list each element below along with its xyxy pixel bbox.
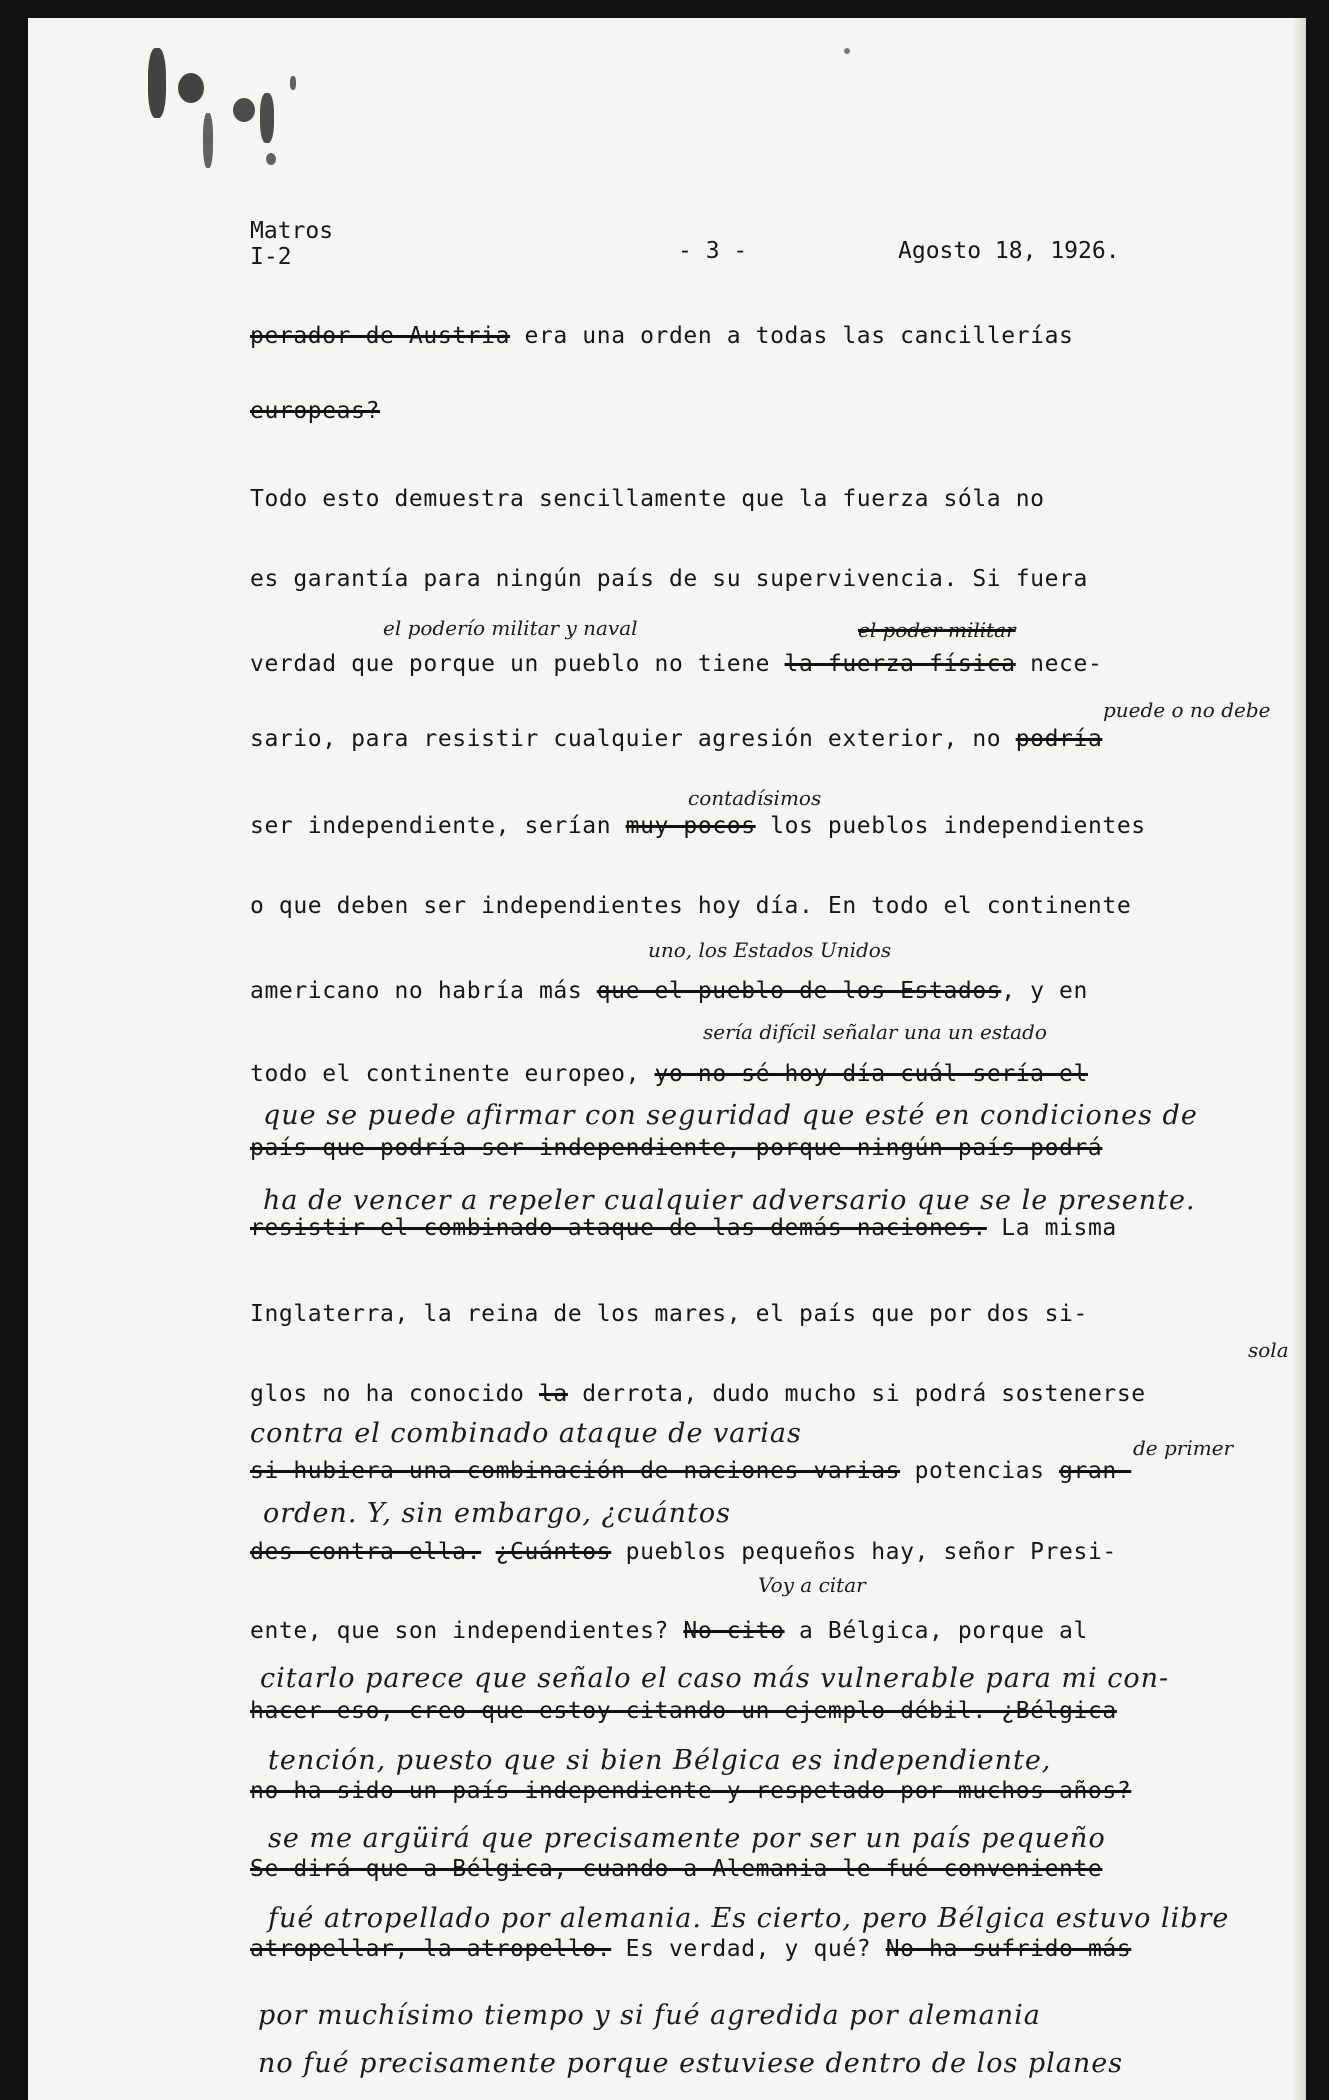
struck-text: la fuerza física (784, 651, 1016, 677)
line-text: que se puede afirmar con seguridad que esté en condiciones de (263, 1100, 1198, 1131)
margin-annotation: Voy a citar (758, 1573, 866, 1597)
line-text: o que deben ser independientes hoy día. En todo el continente (250, 893, 1132, 919)
line-text: era una orden a todas las cancillerías (510, 323, 1074, 349)
line-text: sario, para resistir cualquier agresión exterior, no (250, 726, 1016, 752)
line-text: es garantía para ningún país de su supervivencia. Si fuera (250, 566, 1088, 592)
typed-line (250, 1458, 1131, 1484)
struck-text: no ha sido un país independiente y respetado por muchos años? (250, 1778, 1132, 1804)
typed-line (250, 978, 1088, 1004)
struck-text: muy pocos (625, 813, 756, 839)
handwritten-line (268, 1745, 1051, 1776)
typed-line (250, 486, 1045, 512)
struck-text: No ha sufrido más (885, 1936, 1132, 1962)
line-text: pueblos pequeños hay, señor Presi- (611, 1539, 1117, 1565)
line-text: nece- (1015, 651, 1103, 677)
typed-line (250, 1135, 1102, 1161)
handwritten-line (268, 1823, 1106, 1854)
struck-text: Se dirá que a Bélgica, cuando a Alemania le fué conveniente (250, 1856, 1103, 1882)
line-text: a Bélgica, porque al (784, 1618, 1088, 1644)
typed-line (250, 1698, 1117, 1724)
ink-blot (233, 98, 255, 122)
typed-line (250, 1856, 1102, 1882)
margin-annotation: el poderío militar y naval (383, 616, 638, 640)
ink-blot (260, 93, 274, 143)
typed-line (250, 1381, 1146, 1407)
margin-annotation: sería difícil señalar una un estado (703, 1020, 1047, 1044)
line-text: , y en (1001, 978, 1088, 1004)
header-ref: I-2 (250, 244, 292, 270)
ink-blot (148, 48, 166, 118)
struck-text: yo no sé hoy día cuál sería el (654, 1061, 1088, 1087)
struck-text: europeas? (250, 398, 381, 424)
handwritten-line (260, 1663, 1169, 1694)
struck-text: atropellar, la atropello. (250, 1936, 612, 1962)
struck-text: hacer eso, creo que estoy citando un ejemplo débil. ¿Bélgica (250, 1698, 1117, 1724)
line-text: no fué precisamente porque estuviese dentro de los planes (258, 2048, 1124, 2079)
typed-line (250, 1061, 1088, 1087)
struck-text: ¿Cuántos (495, 1539, 612, 1565)
line-text: orden. Y, sin embargo, ¿cuántos (263, 1498, 731, 1529)
handwritten-line (263, 1498, 731, 1529)
line-text: ser independiente, serían (250, 813, 626, 839)
struck-text: la (538, 1381, 568, 1407)
handwritten-line (258, 2048, 1123, 2079)
ink-blot (266, 153, 276, 165)
page-number: - 3 - (678, 238, 748, 264)
typed-line (250, 726, 1102, 752)
line-text: derrota, dudo mucho si podrá sostenerse (567, 1381, 1146, 1407)
line-text: por muchísimo tiempo y si fué agredida por alemania (258, 2000, 1041, 2031)
line-text: fué atropellado por alemania. Es cierto, pero Bélgica estuvo libre (268, 1903, 1230, 1934)
typed-line (250, 1301, 1088, 1327)
struck-text: gran- (1059, 1458, 1132, 1484)
struck-text: que el pueblo de los Estados (596, 978, 1002, 1004)
line-text: Es verdad, y qué? (611, 1936, 886, 1962)
margin-annotation: contadísimos (688, 786, 822, 810)
struck-text: país que podría ser independiente, porque ningún país podrá (250, 1135, 1103, 1161)
margin-annotation: sola (1248, 1338, 1289, 1362)
typed-line (250, 651, 1102, 677)
typed-line (250, 1539, 1117, 1565)
margin-annotation: el poder militar (858, 618, 1016, 642)
line-text: todo el continente europeo, (250, 1061, 655, 1087)
line-text: contra el combinado ataque de varias (250, 1418, 802, 1449)
typed-line (250, 1778, 1131, 1804)
document-page (28, 18, 1306, 2100)
handwritten-line (258, 2000, 1041, 2031)
struck-text: perador de Austria (250, 323, 511, 349)
line-text: La misma (986, 1215, 1117, 1241)
header-date: Agosto 18, 1926. (898, 238, 1120, 264)
typed-line (250, 813, 1146, 839)
line-text: Inglaterra, la reina de los mares, el país que por dos si- (250, 1301, 1088, 1327)
line-text: glos no ha conocido (250, 1381, 539, 1407)
line-text (481, 1539, 495, 1565)
handwritten-line (268, 1903, 1229, 1934)
ink-blot (203, 113, 213, 168)
line-text: Todo esto demuestra sencillamente que la fuerza sóla no (250, 486, 1045, 512)
typed-line (250, 893, 1131, 919)
struck-text: des contra ella. (250, 1539, 482, 1565)
typed-line (250, 1215, 1117, 1241)
line-text: potencias (900, 1458, 1060, 1484)
margin-annotation: puede o no debe (1103, 698, 1271, 722)
struck-text: No cito (683, 1618, 785, 1644)
line-text: verdad que porque un pueblo no tiene (250, 651, 785, 677)
line-text: citarlo parece que señalo el caso más vulnerable para mi con- (260, 1663, 1170, 1694)
page-edge-shadow (1292, 18, 1306, 2100)
header-name: Matros (250, 218, 334, 244)
line-text: se me argüirá que precisamente por ser un país pequeño (268, 1823, 1106, 1854)
struck-text: podría (1015, 726, 1103, 752)
struck-text: resistir el combinado ataque de las demás naciones. (250, 1215, 987, 1241)
struck-text: si hubiera una combinación de naciones varias (250, 1458, 901, 1484)
typed-line (250, 323, 1074, 349)
line-text: los pueblos independientes (755, 813, 1146, 839)
typed-line (250, 566, 1088, 592)
typed-line (250, 1618, 1088, 1644)
margin-annotation: uno, los Estados Unidos (648, 938, 892, 962)
ink-blot (178, 73, 204, 103)
line-text: americano no habría más (250, 978, 597, 1004)
typed-line (250, 398, 380, 424)
margin-annotation: de primer (1133, 1436, 1234, 1460)
ink-blot (290, 76, 296, 90)
handwritten-line (263, 1100, 1198, 1131)
typed-line (250, 1936, 1131, 1962)
line-text: tención, puesto que si bien Bélgica es independiente, (268, 1745, 1052, 1776)
handwritten-line (263, 1185, 1196, 1216)
handwritten-line (250, 1418, 802, 1449)
ink-blot (844, 48, 850, 54)
line-text: ha de vencer a repeler cualquier adversario que se le presente. (263, 1185, 1196, 1216)
line-text: ente, que son independientes? (250, 1618, 684, 1644)
